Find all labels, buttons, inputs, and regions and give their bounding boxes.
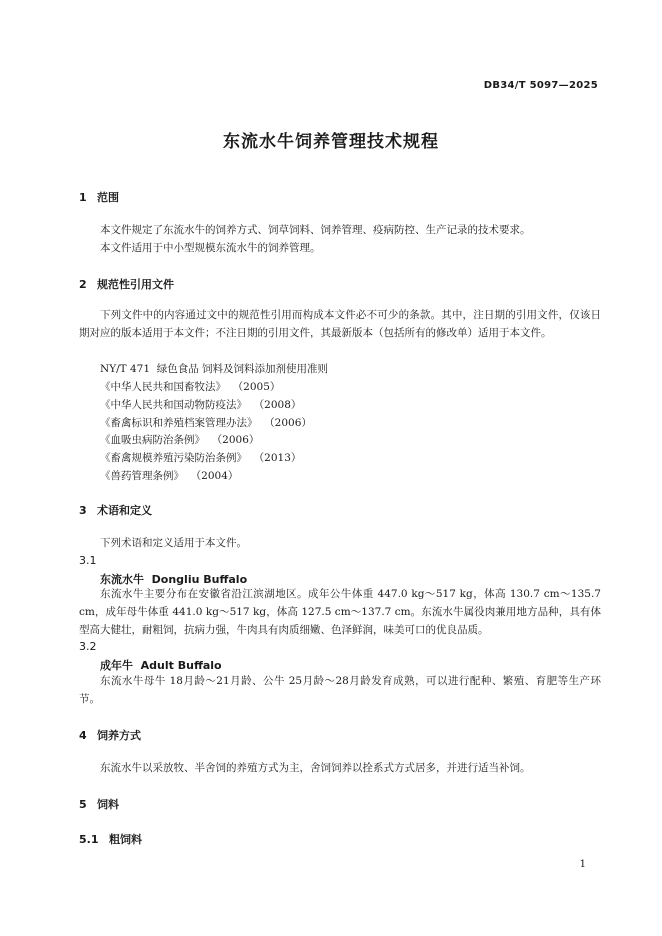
paragraph: 下列术语和定义适用于本文件。 — [100, 537, 247, 549]
section-4-heading — [79, 727, 141, 743]
section-title: 饲养方式 — [97, 729, 141, 742]
section-title: 范围 — [97, 191, 119, 204]
reference-item: 《畜禽规模养殖污染防治条例》 （2013） — [100, 452, 302, 464]
section-1-heading — [79, 189, 119, 205]
paragraph: 本文件规定了东流水牛的饲养方式、饲草饲料、饲养管理、疫病防控、生产记录的技术要求。 — [100, 224, 531, 236]
term-name: 成年牛 Adult Buffalo — [100, 659, 222, 672]
paragraph: 本文件适用于中小型规模东流水牛的饲养管理。 — [100, 242, 321, 254]
term-definition: 东流水牛母牛 18月龄～21月龄、公牛 25月龄～28月龄发育成熟，可以进行配种、繁殖、育肥等生产环节。 — [79, 675, 601, 705]
section-number: 3 — [79, 504, 87, 517]
section-title: 规范性引用文件 — [97, 278, 174, 291]
section-3-heading — [79, 502, 152, 518]
paragraph: 下列文件中的内容通过文中的规范性引用而构成本文件必不可少的条款。其中，注日期的引用文件，仅该日期对应的版本适用于本文件；不注日期的引用文件，其最新版本（包括所有的修改单）适用于本文件。 — [79, 309, 601, 339]
section-number: 5.1 — [79, 833, 99, 846]
section-number: 1 — [79, 191, 87, 204]
section-title: 粗饲料 — [109, 833, 142, 846]
document-code: DB34/T 5097—2025 — [483, 80, 598, 91]
reference-item: 《中华人民共和国畜牧法》 （2005） — [100, 381, 281, 393]
section-number: 5 — [79, 798, 87, 811]
reference-item: 《血吸虫病防治条例》 （2006） — [100, 434, 260, 446]
term-definition: 东流水牛主要分布在安徽省沿江滨湖地区。成年公牛体重 447.0 kg～517 kg，体高 130.7 cm～135.7 cm，成年母牛体重 441.0 kg～517 kg，体高 127.5 cm～137.7 cm。东流水牛属役肉兼用地方品种，具有体型高大健壮，耐粗饲，抗病力强，牛肉具有肉质细嫩、色泽鲜润，味美可口的优良品质。 — [79, 588, 601, 636]
paragraph: 东流水牛以采放牧、半舍饲的养殖方式为主，舍饲饲养以拴系式方式居多，并进行适当补饲。 — [100, 762, 531, 774]
reference-item: 《兽药管理条例》 （2004） — [100, 470, 239, 482]
document-title: 东流水牛饲养管理技术规程 — [223, 132, 439, 152]
subsection-5-1-heading — [79, 831, 142, 847]
section-title: 术语和定义 — [97, 504, 152, 517]
term-number: 3.1 — [79, 554, 97, 567]
reference-item: 《中华人民共和国动物防疫法》 （2008） — [100, 399, 302, 411]
section-2-heading — [79, 276, 174, 292]
reference-item: 《畜禽标识和养殖档案管理办法》 （2006） — [100, 417, 312, 429]
reference-item: NY/T 471 绿色食品 饲料及饲料添加剂使用准则 — [100, 363, 329, 375]
section-5-heading — [79, 796, 119, 812]
section-number: 2 — [79, 278, 87, 291]
section-title: 饲料 — [97, 798, 119, 811]
term-name: 东流水牛 Dongliu Buffalo — [100, 573, 248, 586]
term-number: 3.2 — [79, 640, 97, 653]
section-number: 4 — [79, 729, 87, 742]
page-number: 1 — [579, 859, 586, 870]
